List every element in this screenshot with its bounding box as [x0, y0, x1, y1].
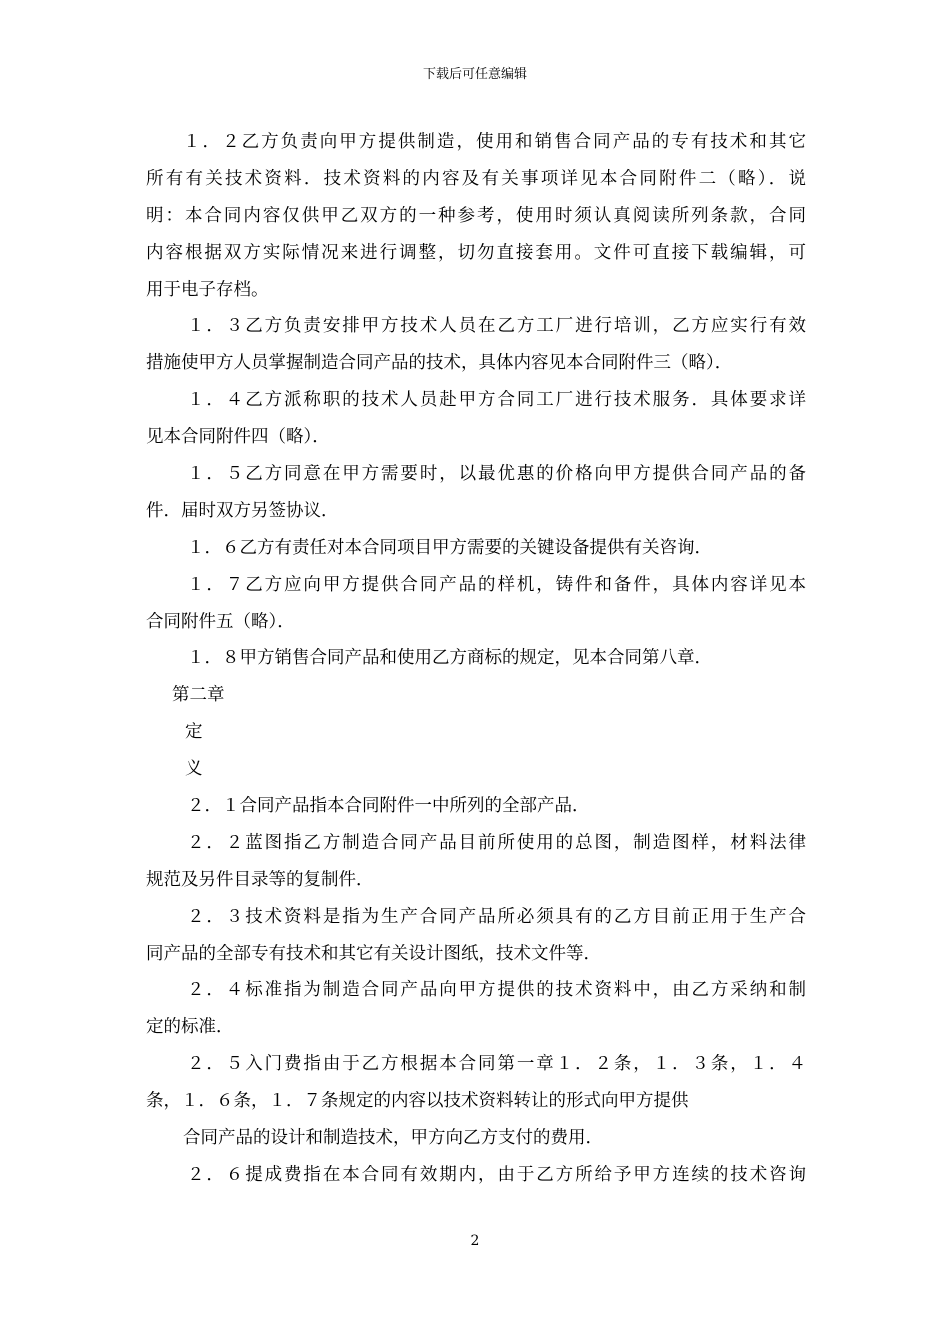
text-line: １．７乙方应向甲方提供合同产品的样机，铸件和备件，具体内容详见本 — [187, 574, 806, 595]
text-line: 合同附件五（略）． — [146, 611, 295, 632]
text-line: ２．４标准指为制造合同产品向甲方提供的技术资料中，由乙方采纳和制 — [187, 980, 806, 1001]
text-line: 用于电子存档。 — [146, 279, 269, 300]
text-line: 措施使甲方人员掌握制造合同产品的技术，具体内容见本合同附件三（略）． — [146, 353, 733, 374]
text-line: 定的标准． — [146, 1017, 234, 1038]
page-number: 2 — [470, 1233, 480, 1249]
text-line: 义 — [185, 759, 203, 780]
text-line: １．３乙方负责安排甲方技术人员在乙方工厂进行培训，乙方应实行有效 — [187, 316, 806, 337]
page-header: 下载后可任意编辑 — [422, 67, 527, 82]
text-line: ２．６提成费指在本合同有效期内，由于乙方所给予甲方连续的技术咨询 — [187, 1164, 806, 1185]
text-line: 所有有关技术资料．技术资料的内容及有关事项详见本合同附件二（略）．说 — [146, 168, 806, 189]
text-line: １．２乙方负责向甲方提供制造，使用和销售合同产品的专有技术和其它 — [183, 132, 806, 152]
text-line: ２．１合同产品指本合同附件一中所列的全部产品． — [187, 796, 590, 817]
text-line: １．８甲方销售合同产品和使用乙方商标的规定，见本合同第八章． — [187, 648, 712, 669]
text-line: ２．２蓝图指乙方制造合同产品目前所使用的总图，制造图样，材料法律 — [187, 832, 806, 853]
text-line: 同产品的全部专有技术和其它有关设计图纸，技术文件等． — [146, 943, 601, 964]
text-line: １．４乙方派称职的技术人员赴甲方合同工厂进行技术服务．具体要求详 — [187, 390, 806, 411]
text-line: 条，１．６条，１．７条规定的内容以技术资料转让的形式向甲方提供 — [146, 1091, 689, 1112]
text-line: 定 — [185, 722, 203, 743]
text-line: １．５乙方同意在甲方需要时，以最优惠的价格向甲方提供合同产品的备 — [187, 464, 806, 485]
text-line: １．６乙方有责任对本合同项目甲方需要的关键设备提供有关咨询． — [187, 537, 712, 558]
text-line: 第二章 — [172, 685, 225, 706]
text-line: 见本合同附件四（略）． — [146, 427, 330, 448]
document-body — [146, 124, 806, 1194]
text-line: 内容根据双方实际情况来进行调整，切勿直接套用。文件可直接下载编辑，可 — [146, 242, 806, 263]
text-line: 件．届时双方另签协议． — [146, 500, 339, 521]
text-line: ２．５入门费指由于乙方根据本合同第一章１．２条，１．３条，１．４ — [187, 1054, 806, 1075]
text-line: 合同产品的设计和制造技术，甲方向乙方支付的费用． — [183, 1128, 603, 1149]
text-line: 规范及另件目录等的复制件． — [146, 869, 374, 890]
text-line: 明：本合同内容仅供甲乙双方的一种参考，使用时须认真阅读所列条款，合同 — [146, 205, 806, 226]
text-line: ２．３技术资料是指为生产合同产品所必须具有的乙方目前正用于生产合 — [187, 906, 806, 927]
